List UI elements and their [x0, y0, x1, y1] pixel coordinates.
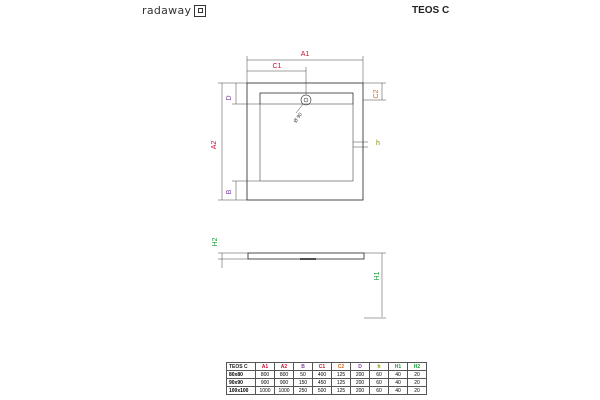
table-header: C2	[332, 363, 351, 371]
drain-icon	[301, 95, 311, 105]
table-header: H2	[408, 363, 427, 371]
label-C1: C1	[272, 63, 282, 70]
table-cell: 20	[408, 387, 427, 395]
table-cell: 125	[332, 387, 351, 395]
table-header: A1	[256, 363, 275, 371]
table-cell: 450	[313, 379, 332, 387]
table-cell: 250	[294, 387, 313, 395]
table-cell: 90x90	[227, 379, 256, 387]
table-row	[227, 387, 427, 395]
table-cell: 800	[256, 371, 275, 379]
table-header: TEOS C	[227, 363, 256, 371]
table-cell: 40	[389, 387, 408, 395]
table-header: B	[294, 363, 313, 371]
side-view	[248, 253, 364, 259]
table-cell: 800	[275, 371, 294, 379]
label-drain: Ø 90	[292, 111, 304, 125]
table-cell: 60	[370, 379, 389, 387]
table-cell: 125	[332, 371, 351, 379]
table-row	[227, 371, 427, 379]
table-cell: 200	[351, 379, 370, 387]
table-cell: 20	[408, 379, 427, 387]
label-A1: A1	[300, 51, 310, 58]
table-cell: 1000	[256, 387, 275, 395]
side-profile	[248, 253, 364, 259]
table-cell: 500	[313, 387, 332, 395]
table-cell: 100x100	[227, 387, 256, 395]
drain-channel	[260, 93, 353, 104]
table-header: h	[370, 363, 389, 371]
model-title: TEOS C	[412, 5, 450, 16]
label-h: h	[376, 140, 380, 147]
table-cell: 900	[256, 379, 275, 387]
table-cell: 60	[370, 387, 389, 395]
tray-outline	[247, 83, 363, 200]
table-cell: 200	[351, 387, 370, 395]
table-cell: 1000	[275, 387, 294, 395]
dimension-lines	[218, 56, 386, 200]
brand-name: radaway	[142, 4, 192, 17]
table-cell: 20	[408, 371, 427, 379]
table-cell: 400	[313, 371, 332, 379]
table-header: D	[351, 363, 370, 371]
table-cell: 40	[389, 379, 408, 387]
table-cell: 900	[275, 379, 294, 387]
table-header: H1	[389, 363, 408, 371]
table-cell: 40	[389, 371, 408, 379]
table-cell: 150	[294, 379, 313, 387]
spec-table	[226, 362, 427, 395]
table-header: C1	[313, 363, 332, 371]
table-header-row	[227, 363, 427, 371]
label-H2: H2	[212, 237, 219, 247]
table-cell: 50	[294, 371, 313, 379]
label-A2: A2	[211, 140, 218, 150]
top-view	[247, 83, 363, 200]
label-H1: H1	[374, 271, 381, 281]
label-D: D	[226, 95, 233, 101]
label-C2: C2	[373, 89, 380, 99]
tray-inner	[260, 93, 353, 181]
label-B: B	[226, 189, 233, 195]
table-cell: 200	[351, 371, 370, 379]
table-cell: 60	[370, 371, 389, 379]
table-row	[227, 379, 427, 387]
table-header: A2	[275, 363, 294, 371]
table-cell: 80x80	[227, 371, 256, 379]
table-cell: 125	[332, 379, 351, 387]
